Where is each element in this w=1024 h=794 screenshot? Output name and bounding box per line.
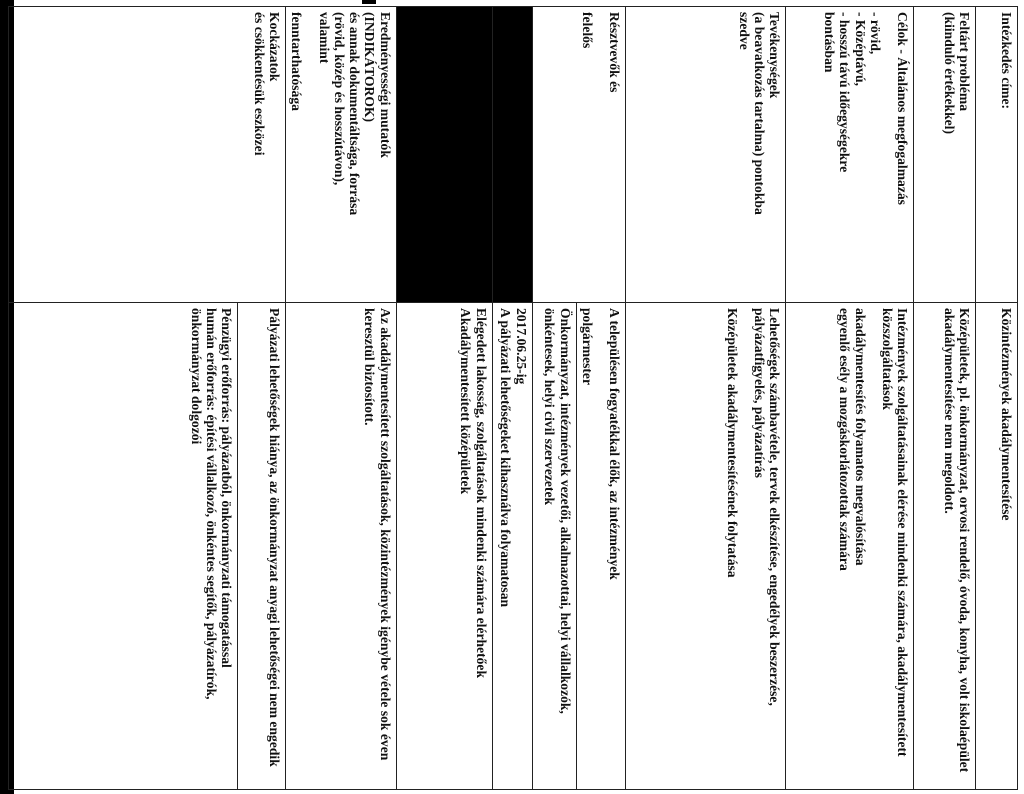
value-participants: A településen fogyatékkal élők, az intézmények polgármester [576, 303, 625, 790]
row-deadline [492, 7, 532, 790]
label-sustainability: Eredményességi mutatók (INDIKÁTOROK) és annak dokumentáltsága, forrása (rövid, közép és hosszútávon), valamint fenntarthatósága [286, 7, 396, 303]
row-indicators [396, 7, 492, 790]
row-goals [786, 7, 914, 790]
value-deadline: 2017.06.25-ig A pályázati lehetőségeket kihasználva folyamatosan [492, 303, 532, 790]
row-activities [626, 7, 786, 790]
label-deadline [492, 7, 532, 303]
value-partners: Önkormányzat, intézmények vezetői, alkalmazottai, helyi vállalkozók, önkéntesek, helyi civil szervezetek [532, 303, 576, 790]
label-participants: Résztvevők és felelős [532, 7, 625, 303]
row-problem [914, 7, 976, 790]
row-risks [238, 7, 286, 790]
value-goals: Intézmények szolgáltatásainak elérése mindenki számára, akadálymentesített közszolgáltatások akadálymentesítés folyamatos megvalósítása egyenlő esély a mozgáskorlátozottak számára [786, 303, 914, 790]
label-indicators [396, 7, 492, 303]
label-activities: Tevékenységek (a beavatkozás tartalma) pontokba szedve [626, 7, 786, 303]
value-activities: Lehetőségek számbavétele, tervek elkészítése, engedélyek beszerzése, pályázatfigyelés, pályázatírás Középületek akadálymentesítésének folytatása [626, 303, 786, 790]
label-goals: Célok - Általános megfogalmazás - rövid, - Középtávú, - hosszú távú időegységekre bontásban [786, 7, 914, 303]
label-title: Intézkedés címe: [976, 7, 1018, 303]
row-participants [576, 7, 625, 790]
value-indicators: Elégedett lakosság, szolgáltatások mindenki számára elérhetőek Akadálymentesített középületek [396, 303, 492, 790]
row-sustainability [286, 7, 396, 790]
measure-table [8, 6, 1018, 790]
value-resources: Pénzügyi erőforrás: pályázatból, önkormányzati támogatással humán erőforrás: építési vállalkozó, önkéntes segítők, pályázatírók, önkormányzat dolgozói [9, 303, 238, 790]
value-sustainability: Az akadálymentesített szolgáltatások, közintézmények igénybe vétele sok éven keresztül biztosított. [286, 303, 396, 790]
value-title: Közintézmények akadálymentesítése [976, 303, 1018, 790]
row-title [976, 7, 1018, 790]
label-risks: Kockázatok és csökkentésük eszközei [9, 7, 286, 303]
value-problem: Középületek, pl. önkormányzat, orvosi rendelő, óvoda, konyha, volt iskolaépület akadálymentesítése nem megoldott. [914, 303, 976, 790]
label-problem: Feltárt probléma (kiinduló értékekkel) [914, 7, 976, 303]
value-risks: Pályázati lehetőségek hiánya, az önkormányzat anyagi lehetőségei nem engedik [238, 303, 286, 790]
